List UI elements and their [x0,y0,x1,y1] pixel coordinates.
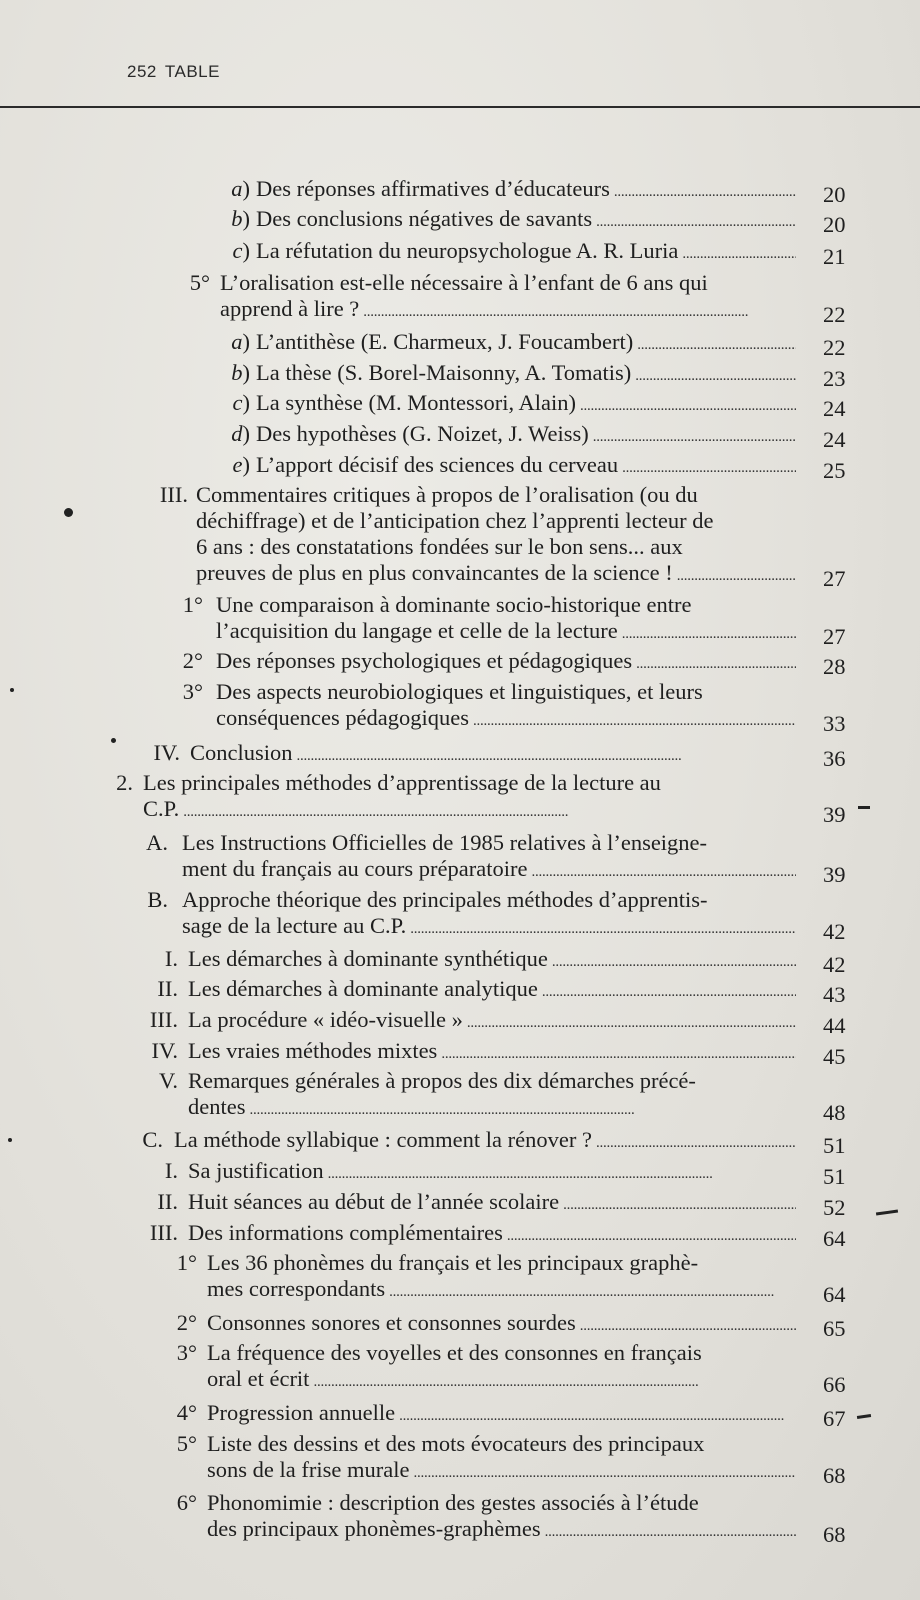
toc-entry-title-line: La réfutation du neuropsychologue A. R. Luria [256,238,679,263]
toc-entry-page-number: 66 [823,1372,846,1397]
toc-entry-marker: II. [157,1189,178,1214]
toc-entry-page-number: 67 [823,1406,846,1431]
toc-entry-title-line: Des aspects neurobiologiques et linguistiques, et leurs [216,679,703,704]
toc-entry-title-line: Les principales méthodes d’apprentissage de la lecture au [143,770,661,795]
toc-entry-page-number: 27 [823,566,846,591]
toc-entry-page-number: 24 [823,396,846,421]
toc-entry-title-line: C.P. [143,796,180,821]
toc-entry-marker: I. [164,946,178,971]
pencil-mark [858,806,870,809]
toc-entry-title-line: Consonnes sonores et consonnes sourdes [207,1310,576,1335]
toc-entry-marker: 5° [176,1431,197,1456]
dot-leader [545,1516,796,1545]
toc-entry-marker: I. [164,1158,178,1183]
toc-entry-page-number: 39 [823,802,846,827]
toc-entry-title-line: sage de la lecture au C.P. [182,913,407,938]
toc-entry-page-number: 42 [823,952,846,977]
toc-entry-marker: a) [231,329,250,354]
dot-leader [677,560,796,589]
toc-entry-marker: d) [231,421,250,446]
toc-entry-page-number: 24 [823,427,846,452]
toc-entry-title-line: Les 36 phonèmes du français et les principaux graphè- [207,1250,699,1275]
toc-entry-title-line: La thèse (S. Borel-Maisonny, A. Tomatis) [256,360,632,385]
toc-entry-page-number: 43 [823,982,846,1007]
toc-entry-title-line: Phonomimie : description des gestes associés à l’étude [207,1490,699,1515]
toc-entry-title-line: Conclusion [190,740,293,765]
toc-entry-page-number: 23 [823,366,846,391]
toc-entry-marker: c) [232,390,250,415]
toc-entry-page-number: 25 [823,458,846,483]
ink-speck [111,738,116,743]
dot-leader [297,740,796,769]
toc-entry-title-line: des principaux phonèmes-graphèmes [207,1516,541,1541]
toc-entry-title-line: Des réponses psychologiques et pédagogiques [216,648,633,673]
dot-leader [563,1189,796,1218]
dot-leader [552,946,796,975]
dot-leader [580,390,796,419]
toc-entry-title-line: conséquences pédagogiques [216,705,470,730]
dot-leader [183,796,796,825]
toc-entry-page-number: 36 [823,746,846,771]
toc-entry-title-line: Des informations complémentaires [188,1220,503,1245]
dot-leader [682,238,796,267]
toc-entry-marker: 2° [176,1310,197,1335]
dot-leader [596,206,796,235]
ink-speck [10,688,14,692]
dot-leader [531,856,796,885]
toc-entry-title-line: 6 ans : des constatations fondées sur le bon sens... aux [196,534,683,559]
toc-entry-marker: B. [147,887,168,912]
toc-entry-page-number: 27 [823,624,846,649]
ink-speck [64,508,73,517]
dot-leader [622,452,796,481]
toc-entry-page-number: 22 [823,302,846,327]
toc-entry-title-line: Les Instructions Officielles de 1985 relatives à l’enseigne- [182,830,708,855]
header-page-number: 252 [127,62,157,81]
toc-entry-title-line: Liste des dessins et des mots évocateurs des principaux [207,1431,705,1456]
toc-entry-marker: 1° [176,1250,197,1275]
dot-leader [637,329,796,358]
dot-leader [399,1400,796,1429]
toc-entry-title-line: Des réponses affirmatives d’éducateurs [256,176,610,201]
toc-entry-page-number: 64 [823,1282,846,1307]
toc-entry-marker: A. [146,830,168,855]
toc-entry-marker: 2° [182,648,203,673]
toc-entry-marker: e) [232,452,250,477]
toc-entry-marker: c) [232,238,250,263]
toc-entry-page-number: 20 [823,212,846,237]
toc-entry-title-line: oral et écrit [207,1366,310,1391]
toc-entry-title-line: Sa justification [188,1158,324,1183]
toc-entry-marker: II. [157,976,178,1001]
toc-entry-page-number: 52 [823,1195,846,1220]
toc-entry-title-line: mes correspondants [207,1276,386,1301]
toc-entry-marker: 1° [182,592,203,617]
toc-entry-title-line: Approche théorique des principales méthodes d’apprentis- [182,887,708,912]
toc-entry-title-line: Les démarches à dominante analytique [188,976,538,1001]
toc-entry-title-line: Commentaires critiques à propos de l’oralisation (ou du [196,482,698,507]
toc-entry-title-line: Les vraies méthodes mixtes [188,1038,438,1063]
toc-entry-page-number: 51 [823,1164,846,1189]
toc-entry-page-number: 42 [823,919,846,944]
toc-entry-page-number: 68 [823,1522,846,1547]
toc-entry-title-line: déchiffrage) et de l’anticipation chez l’apprenti lecteur de [196,508,714,533]
toc-entry-title-line: L’oralisation est-elle nécessaire à l’enfant de 6 ans qui [220,270,708,295]
toc-entry-page-number: 28 [823,654,846,679]
toc-entry-marker: IV. [151,1038,178,1063]
toc-entry-title-line: La fréquence des voyelles et des consonnes en français [207,1340,702,1365]
toc-entry-title-line: L’antithèse (E. Charmeux, J. Foucambert) [256,329,634,354]
toc-entry-marker: a) [231,176,250,201]
toc-entry-page-number: 33 [823,711,846,736]
toc-entry-title-line: Huit séances au début de l’année scolaire [188,1189,560,1214]
dot-leader [313,1366,796,1395]
toc-entry-title-line: La procédure « idéo-visuelle » [188,1007,463,1032]
toc-entry-page-number: 48 [823,1100,846,1125]
toc-entry-marker: V. [159,1068,178,1093]
toc-entry-title-line: l’acquisition du langage et celle de la lecture [216,618,618,643]
toc-entry-page-number: 51 [823,1133,846,1158]
dot-leader [363,296,796,325]
dot-leader [636,648,796,677]
toc-entry-marker: b) [231,206,250,231]
toc-entry-page-number: 39 [823,862,846,887]
toc-entry-page-number: 64 [823,1226,846,1251]
toc-entry-title-line: Progression annuelle [207,1400,396,1425]
toc-entry-marker: III. [149,1220,178,1245]
toc-entry-marker: 4° [176,1400,197,1425]
toc-entry-marker: III. [159,482,188,507]
toc-entry-marker: III. [149,1007,178,1032]
dot-leader [507,1220,796,1249]
toc-entry-marker: b) [231,360,250,385]
toc-entry-marker: IV. [153,740,180,765]
toc-entry-page-number: 45 [823,1044,846,1069]
toc-entry-title-line: La méthode syllabique : comment la rénover ? [174,1127,592,1152]
toc-entry-title-line: sons de la frise murale [207,1457,410,1482]
toc-entry-marker: C. [142,1127,163,1152]
toc-entry-title-line: Une comparaison à dominante socio-historique entre [216,592,692,617]
toc-entry-title-line: dentes [188,1094,246,1119]
dot-leader [593,421,796,450]
toc-entry-marker: 3° [182,679,203,704]
toc-entry-page-number: 68 [823,1463,846,1488]
toc-entry-marker: 2. [116,770,133,795]
dot-leader [473,705,796,734]
toc-entry-marker: 6° [176,1490,197,1515]
toc-entry-title-line: preuves de plus en plus convaincantes de la science ! [196,560,673,585]
dot-leader [635,360,796,389]
dot-leader [542,976,796,1005]
header-section-title: TABLE [164,62,220,81]
toc-entry-marker: 5° [189,270,210,295]
toc-entry-page-number: 65 [823,1316,846,1341]
dot-leader [441,1038,796,1067]
dot-leader [596,1127,796,1156]
toc-entry-title-line: Des conclusions négatives de savants [256,206,593,231]
dot-leader [389,1276,796,1305]
toc-entry-title-line: Remarques générales à propos des dix démarches précé- [188,1068,696,1093]
dot-leader [249,1094,796,1123]
toc-entry-marker: 3° [176,1340,197,1365]
toc-entry-title-line: L’apport décisif des sciences du cerveau [256,452,619,477]
toc-entry-title-line: Les démarches à dominante synthétique [188,946,548,971]
dot-leader [614,176,796,205]
dot-leader [328,1158,796,1187]
ink-speck [8,1138,12,1142]
toc-entry-title-line: apprend à lire ? [220,296,360,321]
toc-entry-title-line: ment du français au cours préparatoire [182,856,528,881]
dot-leader [622,618,796,647]
toc-entry-page-number: 44 [823,1013,846,1038]
dot-leader [580,1310,796,1339]
toc-entry-title-line: La synthèse (M. Montessori, Alain) [256,390,576,415]
toc-entry-title-line: Des hypothèses (G. Noizet, J. Weiss) [256,421,589,446]
toc-entry-page-number: 22 [823,335,846,360]
dot-leader [410,913,796,942]
toc-entry-page-number: 21 [823,244,846,269]
dot-leader [413,1457,796,1486]
toc-entry-page-number: 20 [823,182,846,207]
dot-leader [467,1007,796,1036]
